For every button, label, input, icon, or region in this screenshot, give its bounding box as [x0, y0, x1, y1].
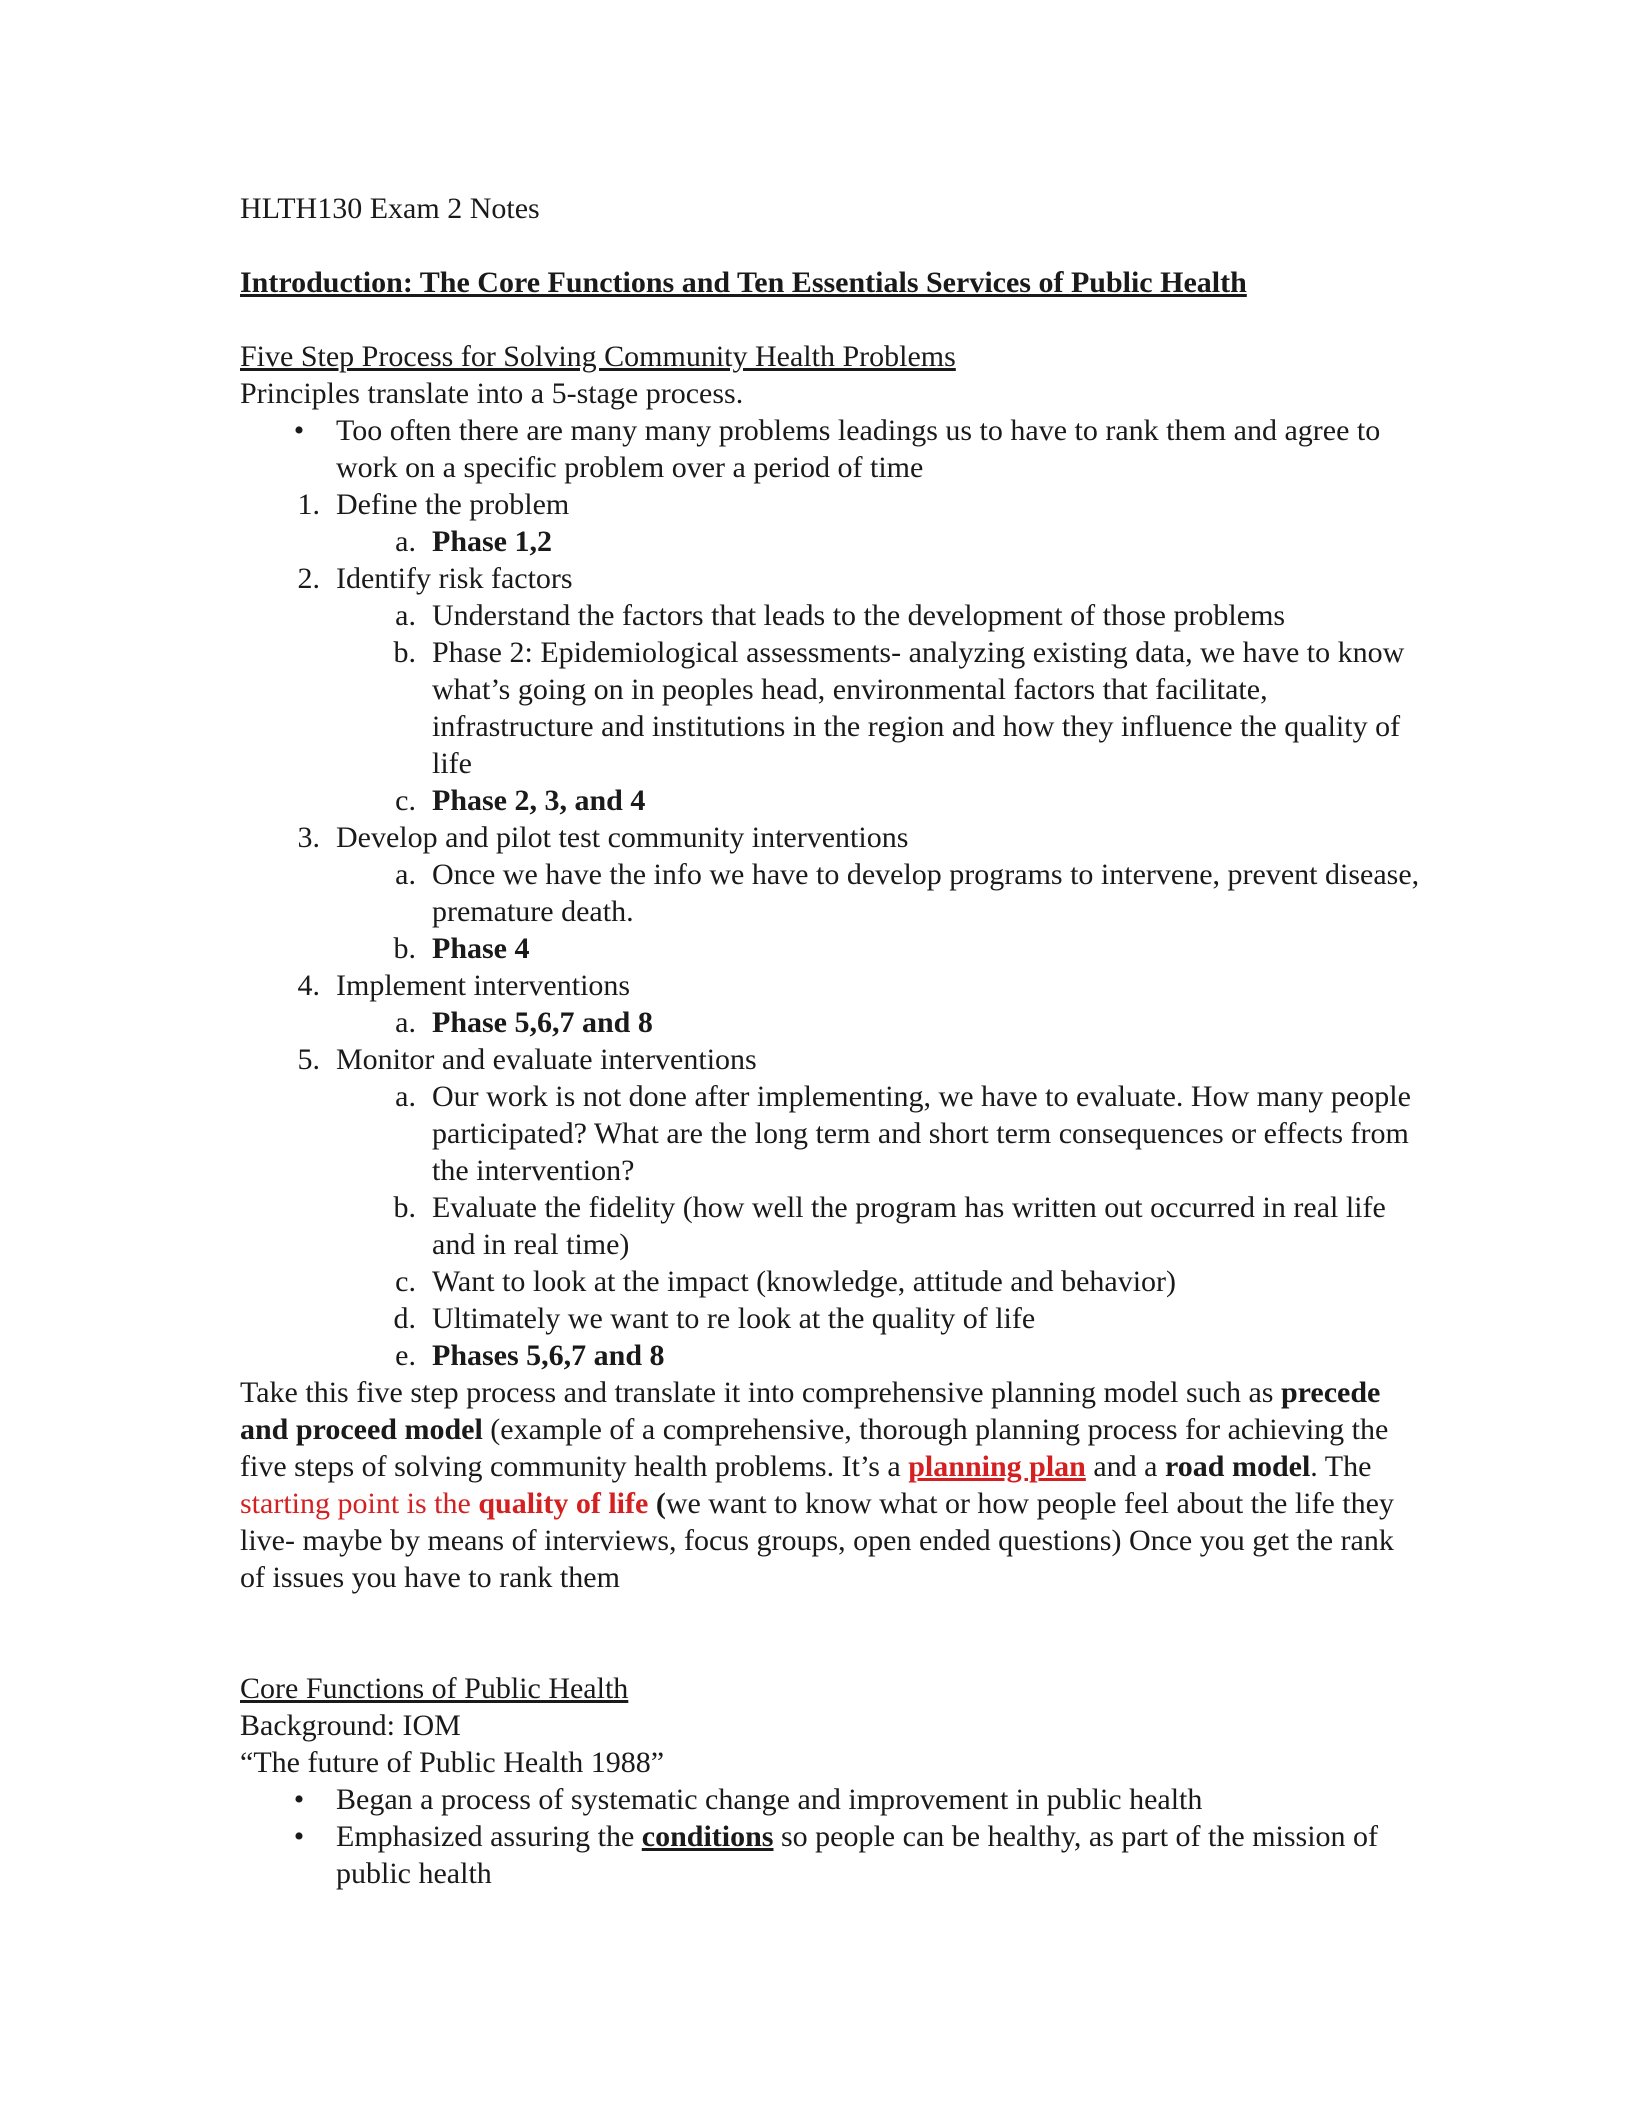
bullet-bold-conditions: conditions	[641, 1820, 774, 1853]
sub-item	[240, 1300, 1420, 1337]
bullet-item	[240, 1781, 1420, 1818]
sub-text: Phase 5,6,7 and 8	[432, 1006, 653, 1039]
summary-paren: (	[648, 1487, 666, 1520]
section-heading: Introduction: The Core Functions and Ten Essentials Services of Public Health	[240, 266, 1247, 299]
five-step-intro: Principles translate into a 5-stage process.	[240, 377, 744, 410]
summary-text: and a	[1085, 1450, 1165, 1483]
core-functions-heading: Core Functions of Public Health	[240, 1672, 629, 1705]
sub-text: Understand the factors that leads to the development of those problems	[432, 599, 1286, 632]
sub-text: Ultimately we want to re look at the quality of life	[432, 1302, 1036, 1335]
numbered-step-list	[240, 486, 1420, 1374]
sub-text: Want to look at the impact (knowledge, attitude and behavior)	[432, 1265, 1177, 1298]
sub-text: Our work is not done after implementing, we have to evaluate. How many people participated? What are the long term and short term consequences or effects from the intervention?	[432, 1080, 1411, 1187]
sub-marker: a.	[395, 1006, 416, 1039]
step-text: Identify risk factors	[336, 562, 573, 595]
summary-text: (example of a comprehensive, thorough planning process for achieving the five steps of solving community health problems. It’s a	[240, 1413, 1389, 1483]
summary-quality-of-life: quality of life	[478, 1487, 649, 1520]
sub-text: Phase 4	[432, 932, 530, 965]
step-text: Define the problem	[336, 488, 570, 521]
document-page	[240, 190, 1420, 1892]
bullet-text: Began a process of systematic change and improvement in public health	[336, 1783, 1203, 1816]
sub-marker: c.	[395, 784, 416, 817]
sub-marker: b.	[393, 932, 416, 965]
core-background: Background: IOM	[240, 1709, 461, 1742]
step-item	[240, 1041, 1420, 1078]
sub-item	[240, 1078, 1420, 1189]
bullet-item	[240, 1818, 1420, 1892]
sub-item	[240, 597, 1420, 634]
step-item	[240, 560, 1420, 597]
summary-bold-road-model: road model	[1165, 1450, 1311, 1483]
bullet-text-part: Emphasized assuring the	[336, 1820, 642, 1853]
sub-item	[240, 1263, 1420, 1300]
step-text: Implement interventions	[336, 969, 631, 1002]
document-title: HLTH130 Exam 2 Notes	[240, 192, 540, 225]
summary-text: . The	[1310, 1450, 1372, 1483]
sub-text: Phases 5,6,7 and 8	[432, 1339, 665, 1372]
sub-text: Phase 2: Epidemiological assessments- analyzing existing data, we have to know what’s going on in peoples head, environmental factors that facilitate, infrastructure and institutions in the region and how they influence the quality of life	[432, 636, 1405, 780]
summary-red-text: starting point is the	[240, 1487, 479, 1520]
step-number: 3.	[297, 821, 320, 854]
step-number: 5.	[297, 1043, 320, 1076]
sub-marker: a.	[395, 599, 416, 632]
step-item	[240, 819, 1420, 856]
sub-item	[240, 1004, 1420, 1041]
bullet-icon: •	[293, 1783, 305, 1816]
step-number: 1.	[297, 488, 320, 521]
summary-paragraph	[240, 1374, 1420, 1596]
sub-marker: d.	[393, 1302, 416, 1335]
summary-bold-model: precede and proceed model	[240, 1376, 1381, 1446]
summary-planning-plan: planning plan	[908, 1450, 1086, 1483]
bullet-icon: •	[293, 1820, 305, 1853]
five-step-heading: Five Step Process for Solving Community Health Problems	[240, 340, 956, 373]
step-item	[240, 967, 1420, 1004]
step-number: 4.	[297, 969, 320, 1002]
core-quote: “The future of Public Health 1988”	[240, 1746, 665, 1779]
step-text: Monitor and evaluate interventions	[336, 1043, 757, 1076]
bullet-text-part: so people can be healthy, as part of the mission of public health	[336, 1820, 1379, 1890]
sub-text: Once we have the info we have to develop programs to intervene, prevent disease, premature death.	[432, 858, 1420, 928]
sub-item	[240, 782, 1420, 819]
summary-text: Take this five step process and translate it into comprehensive planning model such as	[240, 1376, 1281, 1409]
sub-marker: b.	[393, 636, 416, 669]
step-item	[240, 486, 1420, 523]
sub-item	[240, 634, 1420, 782]
sub-item	[240, 930, 1420, 967]
bullet-icon: •	[293, 414, 305, 447]
sub-text: Evaluate the fidelity (how well the program has written out occurred in real life and in real time)	[432, 1191, 1386, 1261]
bullet-text	[336, 1820, 1378, 1890]
sub-item	[240, 1189, 1420, 1263]
summary-text: we want to know what or how people feel about the life they live- maybe by means of interviews, focus groups, open ended questions) Once you get the rank of issues you have to rank them	[240, 1487, 1394, 1594]
bullet-text: Too often there are many many problems leadings us to have to rank them and agree to work on a specific problem over a period of time	[336, 414, 1381, 484]
sub-marker: a.	[395, 858, 416, 891]
bullet-item	[240, 412, 1420, 486]
sub-text: Phase 1,2	[432, 525, 552, 558]
sub-item	[240, 1337, 1420, 1374]
sub-item	[240, 523, 1420, 560]
sub-marker: e.	[395, 1339, 416, 1372]
step-number: 2.	[297, 562, 320, 595]
sub-item	[240, 856, 1420, 930]
sub-marker: a.	[395, 525, 416, 558]
sub-marker: c.	[395, 1265, 416, 1298]
sub-marker: b.	[393, 1191, 416, 1224]
sub-marker: a.	[395, 1080, 416, 1113]
step-text: Develop and pilot test community interventions	[336, 821, 909, 854]
sub-text: Phase 2, 3, and 4	[432, 784, 646, 817]
